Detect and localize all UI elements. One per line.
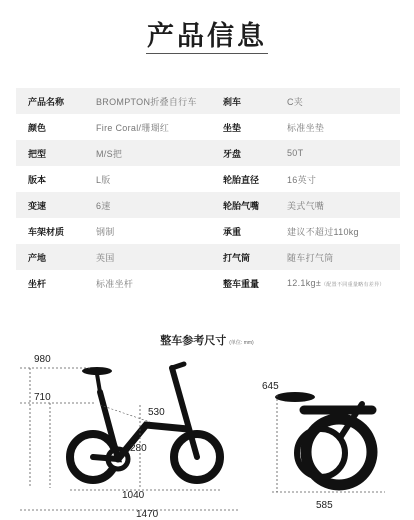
spec-label: 产品名称 (16, 88, 84, 114)
folded-saddle (275, 392, 315, 402)
spec-row (16, 218, 400, 244)
spec-value: 英国 (84, 244, 211, 270)
spec-row (16, 140, 400, 166)
spec-label: 坐垫 (223, 122, 242, 133)
spec-label: 车架材质 (28, 226, 65, 237)
spec-table (16, 88, 400, 296)
spec-value: 标准坐垫 (287, 122, 325, 133)
spec-label: 把型 (16, 140, 84, 166)
spec-label: 打气筒 (211, 244, 275, 270)
spec-label: 坐杆 (28, 278, 47, 289)
weight-value: 12.1kg± (287, 278, 322, 288)
spec-value: 钢制 (96, 226, 115, 237)
spec-row (16, 166, 400, 192)
spec-label: 整车重量 (223, 278, 260, 289)
spec-value: 随车打气筒 (275, 244, 400, 270)
seat-post (97, 374, 100, 392)
rear-triangle (93, 392, 118, 459)
dim-label-height-saddle: 980 (34, 354, 51, 365)
spec-value: 建议不超过110kg (287, 226, 359, 237)
unfolded-bike-illustration (20, 364, 240, 510)
spec-label: 轮胎直径 (223, 174, 260, 185)
spec-label: 变速 (16, 192, 84, 218)
spec-value: BROMPTON折叠自行车 (84, 88, 211, 114)
spec-label: 轮胎气嘴 (211, 192, 275, 218)
saddle (82, 367, 112, 375)
page-title: 产品信息 (147, 21, 267, 52)
spec-row (16, 192, 400, 218)
spec-value: 6速 (84, 192, 211, 218)
spec-label: 牙盘 (211, 140, 275, 166)
handlebar (172, 364, 184, 368)
weight-note: （配置不同重量略有差异） (321, 282, 385, 288)
spec-label: 版本 (28, 174, 47, 185)
dim-label-length: 1470 (136, 509, 159, 520)
spec-label: 产地 (16, 244, 84, 270)
dim-label-folded-height: 645 (262, 381, 279, 392)
folded-bike-illustration (272, 392, 385, 492)
dimensions-unit: (单位: mm) (229, 340, 254, 346)
dim-label-wheelbase: 1040 (122, 490, 145, 501)
spec-value: 美式气嘴 (275, 192, 400, 218)
spec-row (16, 244, 400, 270)
spec-row (16, 270, 400, 296)
spec-label: 刹车 (211, 88, 275, 114)
spec-row (16, 114, 400, 140)
spec-label: 承重 (223, 226, 242, 237)
spec-value: L版 (96, 174, 111, 185)
spec-value: 50T (275, 140, 400, 166)
title-underline (146, 53, 268, 54)
spec-value: M/S把 (84, 140, 211, 166)
dim-label-height-low: 710 (34, 392, 51, 403)
spec-value: C夹 (275, 88, 400, 114)
spec-row (16, 88, 400, 114)
spec-value (275, 270, 400, 296)
spec-value: 标准坐杆 (96, 278, 134, 289)
dim-label-seat-to-bar: 530 (148, 407, 165, 418)
dimensions-heading: 整车参考尺寸 (160, 335, 227, 347)
dim-label-chainring: 280 (130, 443, 147, 454)
dim-label-folded-length: 585 (316, 500, 333, 511)
spec-value: 16英寸 (287, 174, 317, 185)
spec-value: Fire Coral/珊瑚红 (96, 122, 170, 133)
spec-label: 颜色 (28, 122, 47, 133)
dimension-drawing (0, 345, 414, 520)
